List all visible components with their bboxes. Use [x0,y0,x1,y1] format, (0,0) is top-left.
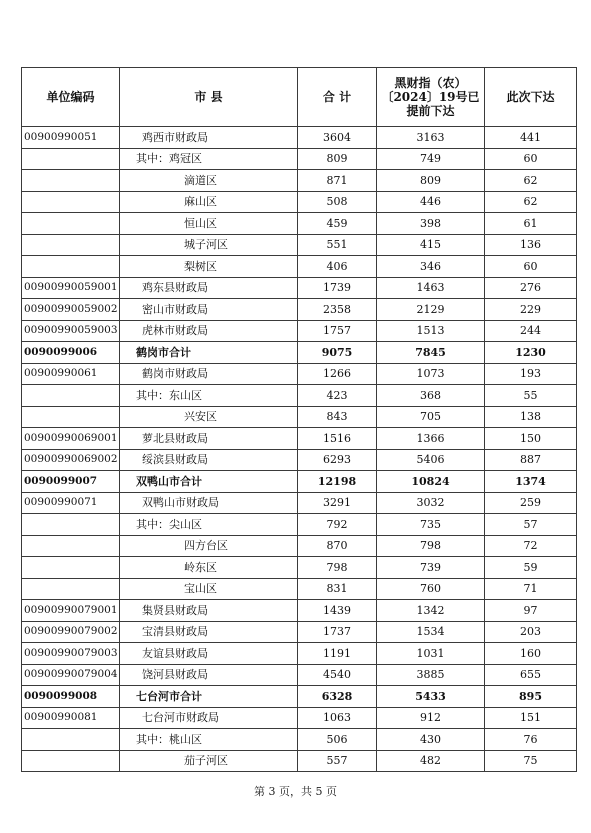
cell-city-county: 双鸭山市合计 [120,471,298,493]
cell-advance-issued: 1073 [377,363,485,385]
cell-city-county: 四方台区 [120,535,298,557]
cell-total: 12198 [298,471,377,493]
cell-unit-code: 00900990079001 [22,600,120,622]
table-row [22,170,577,192]
cell-total: 792 [298,514,377,536]
cell-unit-code: 00900990069001 [22,428,120,450]
cell-city-county: 绥滨县财政局 [120,449,298,471]
cell-current-issued: 138 [485,406,577,428]
cell-city-county: 茄子河区 [120,750,298,772]
cell-unit-code: 00900990081 [22,707,120,729]
table-row [22,363,577,385]
table-row [22,342,577,364]
cell-city-county: 双鸭山市财政局 [120,492,298,514]
table-row [22,428,577,450]
cell-advance-issued: 1031 [377,643,485,665]
cell-advance-issued: 482 [377,750,485,772]
cell-unit-code: 00900990079002 [22,621,120,643]
cell-total: 1439 [298,600,377,622]
cell-city-county: 麻山区 [120,191,298,213]
table-row [22,535,577,557]
cell-unit-code: 00900990061 [22,363,120,385]
cell-city-county: 宝清县财政局 [120,621,298,643]
table-row [22,557,577,579]
table-row [22,234,577,256]
cell-city-county: 集贤县财政局 [120,600,298,622]
header-unit-code: 单位编码 [22,68,120,127]
cell-advance-issued: 368 [377,385,485,407]
table-row [22,320,577,342]
cell-city-county: 鹤岗市合计 [120,342,298,364]
cell-advance-issued: 3885 [377,664,485,686]
cell-total: 506 [298,729,377,751]
cell-current-issued: 60 [485,148,577,170]
table-row [22,471,577,493]
header-city-county: 市 县 [120,68,298,127]
cell-current-issued: 655 [485,664,577,686]
table-row [22,277,577,299]
cell-advance-issued: 809 [377,170,485,192]
cell-city-county: 友谊县财政局 [120,643,298,665]
table-row [22,729,577,751]
cell-city-county: 滴道区 [120,170,298,192]
cell-total: 809 [298,148,377,170]
cell-current-issued: 75 [485,750,577,772]
cell-city-county: 虎林市财政局 [120,320,298,342]
page-number: 第 3 页，共 5 页 [254,785,337,798]
cell-total: 843 [298,406,377,428]
cell-total: 3604 [298,127,377,149]
cell-city-county: 鸡东县财政局 [120,277,298,299]
cell-advance-issued: 1366 [377,428,485,450]
cell-city-county: 宝山区 [120,578,298,600]
cell-total: 831 [298,578,377,600]
cell-advance-issued: 1463 [377,277,485,299]
table-row [22,578,577,600]
cell-current-issued: 62 [485,170,577,192]
cell-city-county: 兴安区 [120,406,298,428]
cell-current-issued: 1230 [485,342,577,364]
cell-total: 1739 [298,277,377,299]
cell-current-issued: 276 [485,277,577,299]
cell-current-issued: 97 [485,600,577,622]
cell-current-issued: 244 [485,320,577,342]
cell-unit-code: 00900990059001 [22,277,120,299]
table-header-row [22,68,577,127]
cell-city-county: 饶河县财政局 [120,664,298,686]
cell-total: 798 [298,557,377,579]
cell-current-issued: 59 [485,557,577,579]
cell-current-issued: 259 [485,492,577,514]
header-current-issued: 此次下达 [485,68,577,127]
cell-city-county: 萝北县财政局 [120,428,298,450]
cell-total: 1191 [298,643,377,665]
cell-advance-issued: 739 [377,557,485,579]
cell-unit-code: 0090099007 [22,471,120,493]
cell-advance-issued: 3163 [377,127,485,149]
cell-advance-issued: 3032 [377,492,485,514]
cell-current-issued: 151 [485,707,577,729]
table-body [22,127,577,772]
cell-advance-issued: 749 [377,148,485,170]
cell-advance-issued: 735 [377,514,485,536]
cell-current-issued: 193 [485,363,577,385]
cell-total: 871 [298,170,377,192]
table-row [22,664,577,686]
cell-advance-issued: 446 [377,191,485,213]
cell-advance-issued: 430 [377,729,485,751]
cell-advance-issued: 7845 [377,342,485,364]
cell-total: 1757 [298,320,377,342]
cell-total: 1737 [298,621,377,643]
cell-advance-issued: 1342 [377,600,485,622]
cell-current-issued: 150 [485,428,577,450]
cell-city-county: 鸡西市财政局 [120,127,298,149]
cell-unit-code: 0090099008 [22,686,120,708]
cell-total: 551 [298,234,377,256]
cell-total: 406 [298,256,377,278]
cell-total: 508 [298,191,377,213]
cell-unit-code [22,170,120,192]
cell-advance-issued: 2129 [377,299,485,321]
cell-unit-code [22,729,120,751]
cell-city-county: 岭东区 [120,557,298,579]
cell-advance-issued: 346 [377,256,485,278]
table-row [22,600,577,622]
cell-unit-code [22,234,120,256]
cell-advance-issued: 912 [377,707,485,729]
allocation-table [21,67,577,772]
cell-current-issued: 203 [485,621,577,643]
cell-city-county: 密山市财政局 [120,299,298,321]
cell-total: 6328 [298,686,377,708]
cell-city-county: 恒山区 [120,213,298,235]
cell-current-issued: 76 [485,729,577,751]
table-row [22,707,577,729]
cell-advance-issued: 798 [377,535,485,557]
header-advance-issued: 黑财指（农）〔2024〕19号已提前下达 [377,68,485,127]
table-row [22,213,577,235]
table-row [22,299,577,321]
table-row [22,643,577,665]
cell-unit-code [22,557,120,579]
cell-total: 557 [298,750,377,772]
cell-current-issued: 62 [485,191,577,213]
table-row [22,449,577,471]
table-row [22,406,577,428]
cell-total: 2358 [298,299,377,321]
cell-current-issued: 441 [485,127,577,149]
cell-unit-code: 00900990071 [22,492,120,514]
cell-city-county: 其中：鸡冠区 [120,148,298,170]
cell-unit-code: 00900990059002 [22,299,120,321]
cell-advance-issued: 760 [377,578,485,600]
cell-advance-issued: 705 [377,406,485,428]
cell-current-issued: 136 [485,234,577,256]
cell-unit-code [22,514,120,536]
cell-total: 1516 [298,428,377,450]
cell-advance-issued: 415 [377,234,485,256]
cell-unit-code [22,578,120,600]
cell-unit-code [22,535,120,557]
cell-advance-issued: 10824 [377,471,485,493]
cell-current-issued: 887 [485,449,577,471]
cell-city-county: 其中：桃山区 [120,729,298,751]
cell-unit-code: 00900990051 [22,127,120,149]
cell-city-county: 梨树区 [120,256,298,278]
cell-advance-issued: 5406 [377,449,485,471]
cell-current-issued: 72 [485,535,577,557]
cell-unit-code: 00900990059003 [22,320,120,342]
table-row [22,191,577,213]
cell-total: 9075 [298,342,377,364]
cell-current-issued: 229 [485,299,577,321]
cell-total: 6293 [298,449,377,471]
cell-total: 423 [298,385,377,407]
table-row [22,127,577,149]
cell-current-issued: 160 [485,643,577,665]
table-row [22,256,577,278]
cell-advance-issued: 1513 [377,320,485,342]
cell-unit-code [22,750,120,772]
cell-unit-code [22,148,120,170]
cell-city-county: 城子河区 [120,234,298,256]
cell-total: 4540 [298,664,377,686]
cell-unit-code [22,256,120,278]
cell-current-issued: 55 [485,385,577,407]
cell-current-issued: 57 [485,514,577,536]
table-row [22,686,577,708]
cell-unit-code: 0090099006 [22,342,120,364]
cell-unit-code [22,213,120,235]
cell-unit-code: 00900990079004 [22,664,120,686]
cell-advance-issued: 1534 [377,621,485,643]
cell-city-county: 其中：东山区 [120,385,298,407]
cell-total: 459 [298,213,377,235]
cell-unit-code [22,385,120,407]
cell-current-issued: 895 [485,686,577,708]
cell-unit-code [22,191,120,213]
cell-current-issued: 1374 [485,471,577,493]
table-row [22,621,577,643]
cell-current-issued: 71 [485,578,577,600]
cell-current-issued: 60 [485,256,577,278]
cell-unit-code: 00900990079003 [22,643,120,665]
cell-total: 1063 [298,707,377,729]
cell-total: 1266 [298,363,377,385]
cell-city-county: 其中：尖山区 [120,514,298,536]
cell-city-county: 七台河市合计 [120,686,298,708]
table-row [22,514,577,536]
cell-unit-code: 00900990069002 [22,449,120,471]
cell-city-county: 七台河市财政局 [120,707,298,729]
cell-city-county: 鹤岗市财政局 [120,363,298,385]
table-row [22,385,577,407]
cell-total: 870 [298,535,377,557]
cell-advance-issued: 398 [377,213,485,235]
table-row [22,148,577,170]
header-total: 合 计 [298,68,377,127]
table-row [22,750,577,772]
cell-current-issued: 61 [485,213,577,235]
cell-total: 3291 [298,492,377,514]
table-row [22,492,577,514]
cell-unit-code [22,406,120,428]
cell-advance-issued: 5433 [377,686,485,708]
